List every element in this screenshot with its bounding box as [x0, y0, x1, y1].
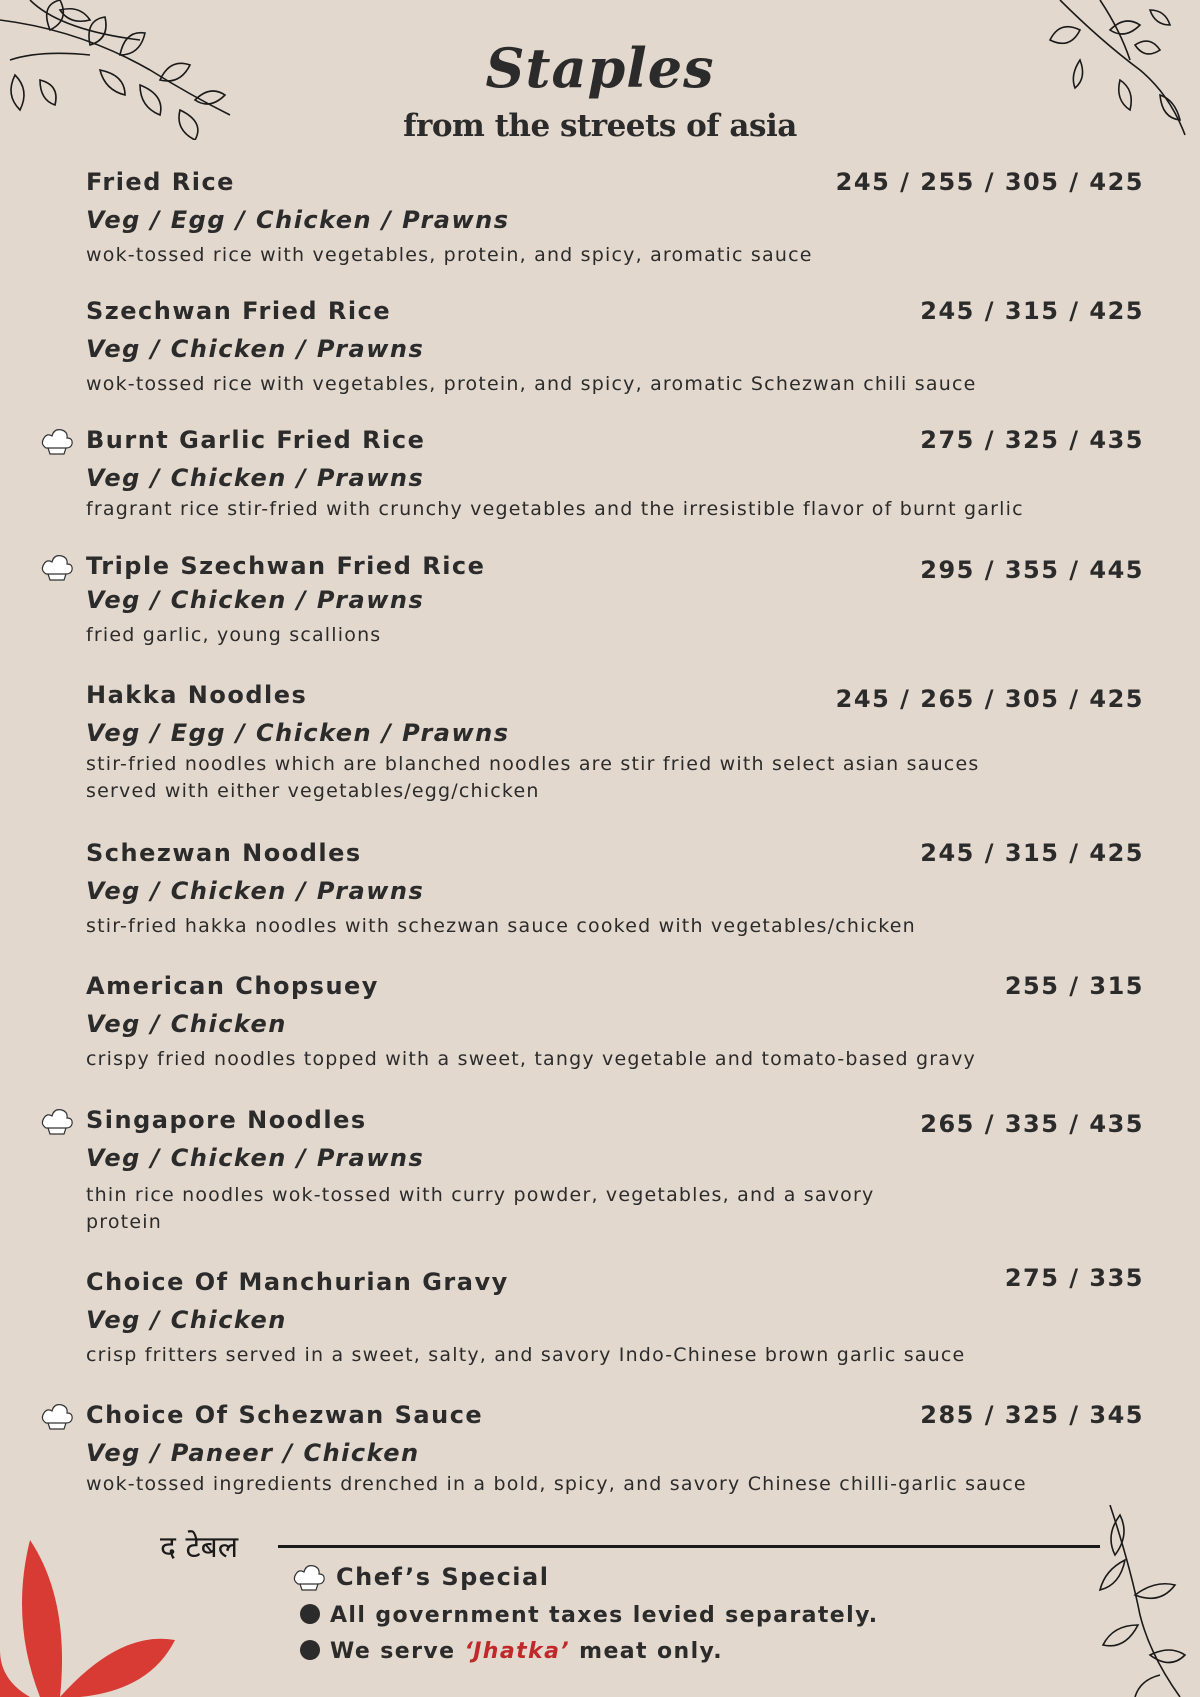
item-options: Veg / Paneer / Chicken — [86, 1439, 420, 1467]
meat-note-suffix: meat only. — [579, 1639, 724, 1664]
meat-note-highlight: ‘Jhatka’ — [464, 1639, 571, 1664]
item-name: Hakka Noodles — [86, 681, 308, 709]
item-description-line: thin rice noodles wok-tossed with curry powder, vegetables, and a savory — [86, 1184, 875, 1206]
item-price: 245 / 255 / 305 / 425 — [835, 168, 1144, 196]
item-name: Choice Of Manchurian Gravy — [86, 1268, 509, 1296]
item-options: Veg / Chicken / Prawns — [86, 464, 425, 492]
item-description-line: served with either vegetables/egg/chicken — [86, 780, 540, 802]
item-name: Choice Of Schezwan Sauce — [86, 1401, 484, 1429]
menu-item — [0, 1401, 1200, 1521]
menu-item — [0, 1264, 1200, 1388]
meat-note-prefix: We serve — [330, 1639, 456, 1664]
item-description — [86, 751, 979, 805]
item-options: Veg / Chicken / Prawns — [86, 877, 425, 905]
menu-item — [0, 681, 1200, 801]
item-description-line: stir-fried noodles which are blanched noodles are stir fried with select asian sauces — [86, 753, 980, 775]
page-title: Staples — [485, 36, 715, 100]
item-description: fried garlic, young scallions — [86, 624, 382, 646]
item-price: 245 / 315 / 425 — [920, 297, 1144, 325]
menu-item — [0, 168, 1200, 288]
item-description: crisp fritters served in a sweet, salty, and savory Indo-Chinese brown garlic sauce — [86, 1344, 966, 1366]
item-description: wok-tossed ingredients drenched in a bold, spicy, and savory Chinese chilli-garlic sauce — [86, 1473, 1027, 1495]
item-price: 285 / 325 / 345 — [920, 1401, 1144, 1429]
leaf-branch-icon — [1080, 1505, 1200, 1697]
menu-item — [0, 1106, 1200, 1233]
item-name: Singapore Noodles — [86, 1106, 367, 1134]
bullet-icon — [300, 1604, 320, 1624]
item-name: Burnt Garlic Fried Rice — [86, 426, 426, 454]
menu-item — [0, 552, 1200, 672]
menu-item — [0, 297, 1200, 417]
chef-special-legend: Chef’s Special — [336, 1563, 550, 1591]
item-name: Schezwan Noodles — [86, 839, 362, 867]
meat-note — [300, 1639, 723, 1664]
item-options: Veg / Chicken / Prawns — [86, 586, 425, 614]
item-description: fragrant rice stir-fried with crunchy vegetables and the irresistible flavor of burnt garlic — [86, 498, 1024, 520]
page-subtitle: from the streets of asia — [403, 108, 797, 144]
item-price: 245 / 315 / 425 — [920, 839, 1144, 867]
tax-note-text: All government taxes levied separately. — [330, 1603, 879, 1628]
item-name: Triple Szechwan Fried Rice — [86, 552, 486, 580]
item-description: stir-fried hakka noodles with schezwan sauce cooked with vegetables/chicken — [86, 915, 916, 937]
item-name: American Chopsuey — [86, 972, 379, 1000]
item-options: Veg / Egg / Chicken / Prawns — [86, 206, 510, 234]
tax-note — [300, 1603, 879, 1628]
menu-item — [0, 426, 1200, 546]
chef-hat-icon — [40, 1401, 74, 1431]
chef-hat-icon — [40, 426, 74, 456]
item-price: 245 / 265 / 305 / 425 — [835, 685, 1144, 713]
brand-logo-text: द टेबल — [160, 1530, 239, 1565]
menu-item — [0, 972, 1200, 1092]
chef-hat-icon — [292, 1562, 326, 1592]
item-description: wok-tossed rice with vegetables, protein, and spicy, aromatic Schezwan chili sauce — [86, 373, 977, 395]
item-description: wok-tossed rice with vegetables, protein, and spicy, aromatic sauce — [86, 244, 813, 266]
item-price: 255 / 315 — [1004, 972, 1144, 1000]
item-price: 275 / 335 — [1004, 1264, 1144, 1292]
chef-hat-icon — [40, 1106, 74, 1136]
red-flower-icon — [0, 1540, 180, 1697]
item-options: Veg / Chicken — [86, 1010, 287, 1038]
item-description — [86, 1182, 874, 1236]
chef-hat-icon — [40, 552, 74, 582]
item-price: 295 / 355 / 445 — [920, 556, 1144, 584]
item-description-line: protein — [86, 1211, 162, 1233]
item-options: Veg / Chicken / Prawns — [86, 1144, 425, 1172]
item-price: 275 / 325 / 435 — [920, 426, 1144, 454]
item-options: Veg / Chicken — [86, 1306, 287, 1334]
item-name: Fried Rice — [86, 168, 235, 196]
bullet-icon — [300, 1640, 320, 1660]
footer-divider — [278, 1545, 1100, 1548]
item-options: Veg / Egg / Chicken / Prawns — [86, 719, 510, 747]
item-description: crispy fried noodles topped with a sweet, tangy vegetable and tomato-based gravy — [86, 1048, 976, 1070]
menu-item — [0, 839, 1200, 959]
item-options: Veg / Chicken / Prawns — [86, 335, 425, 363]
item-price: 265 / 335 / 435 — [920, 1110, 1144, 1138]
item-name: Szechwan Fried Rice — [86, 297, 392, 325]
